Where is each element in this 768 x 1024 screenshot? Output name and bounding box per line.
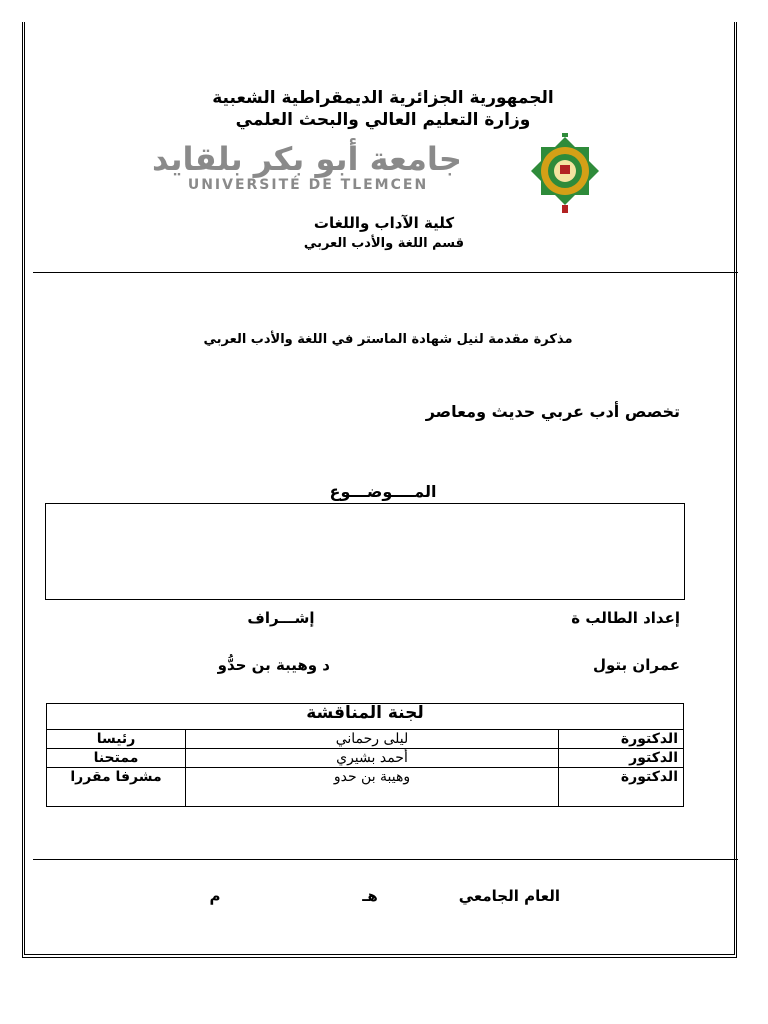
faculty-name: كلية الآداب واللغات [313, 214, 455, 232]
student-name: عمران بتول [593, 656, 680, 674]
university-name-fr: UNIVERSITÉ DE TLEMCEN [187, 177, 429, 193]
gregorian-year: م [209, 887, 221, 905]
member-name: وهيبة بن حدو [186, 768, 559, 807]
member-title: الدكتور [559, 749, 684, 768]
university-name-ar: جامعة أبو بكر بلقايد [152, 140, 462, 178]
member-role: ممتحنا [47, 749, 186, 768]
thesis-description: مذكرة مقدمة لنيل شهادة الماستر في اللغة والأدب العربي [203, 332, 573, 347]
member-title: الدكتورة [559, 730, 684, 749]
prepared-by-label: إعداد الطالب ة [571, 609, 680, 627]
academic-year-label: العام الجامعي [458, 887, 560, 905]
supervisor-name: د وهيبة بن حدُّو [217, 656, 330, 674]
supervision-label: إشـــراف [247, 609, 315, 627]
committee-table [46, 703, 684, 807]
table-row [47, 749, 684, 768]
header-divider [33, 272, 738, 273]
member-role: مشرفا مقررا [47, 768, 186, 807]
member-name: أحمد بشيري [186, 749, 559, 768]
republic-title: الجمهورية الجزائرية الديمقراطية الشعبية [212, 88, 554, 108]
committee-title-row [47, 704, 684, 730]
committee-title: لجنة المناقشة [47, 704, 684, 730]
subject-label: المــــوضـــوع [329, 482, 437, 501]
hijri-year: هـ [362, 887, 378, 905]
footer-divider [33, 859, 738, 860]
ministry-title: وزارة التعليم العالي والبحث العلمي [235, 110, 531, 130]
subject-box [45, 503, 685, 600]
department-name: قسم اللغة والأدب العربي [303, 236, 465, 251]
member-name: ليلى رحماني [186, 730, 559, 749]
member-role: رئيسا [47, 730, 186, 749]
table-row [47, 730, 684, 749]
member-title: الدكتورة [559, 768, 684, 807]
specialty: تخصص أدب عربي حديث ومعاصر [425, 402, 680, 421]
table-row [47, 768, 684, 807]
